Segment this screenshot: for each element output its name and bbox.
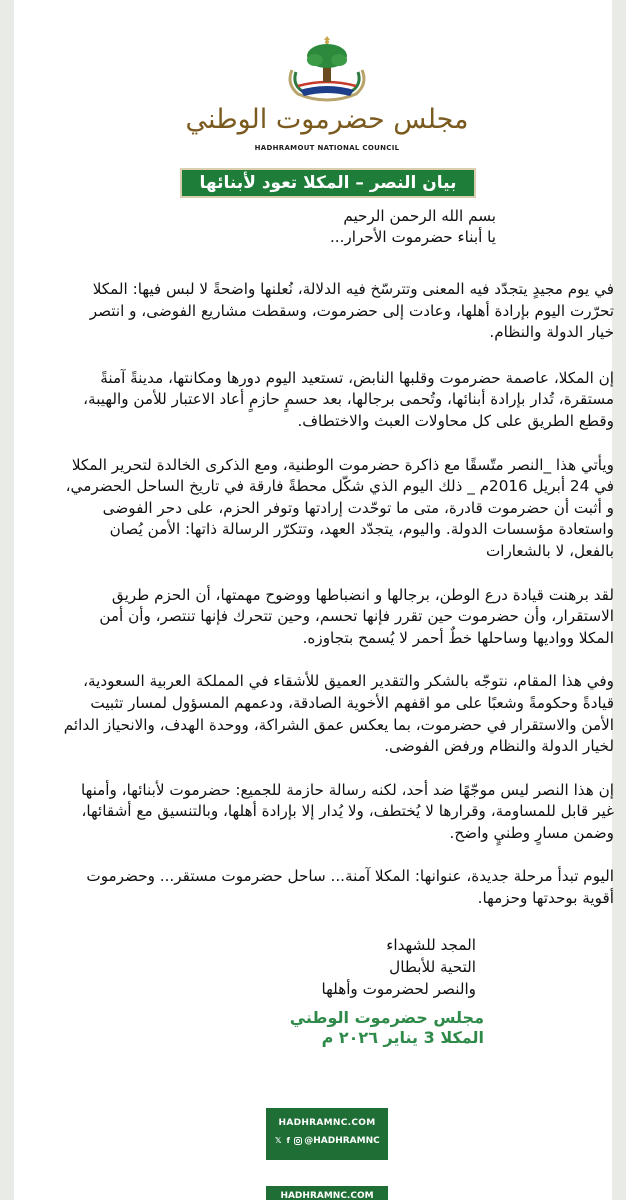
paragraph-6: إن هذا النصر ليس موجّهًا ضد أحد، لكنه رسالة حازمة للجميع: حضرموت لأبنائها، وأمنها غير قابل للمساومة، وقرارها لا يُختطف، ولا يُدار إلا بإرادة أهلها، وبالتنسيق مع أشقائها، وضمن مسارٍ وطنيٍ واضح.	[80, 780, 614, 842]
closing-line-martyrs: المجد للشهداء	[386, 935, 476, 954]
paragraph-4: لقد برهنت قيادة درع الوطن، برجالها و انضباطها ووضوح مهمتها، أن الحزم طريق الاستقرار، وأن حضرموت حين تقرر فإنها تحسم، وحين تتحرك فإنها تنتصر، وأن أمن المكلا وواديها وساحلها خطٌ أحمر لا يُسمح بتجاوزه.	[99, 585, 614, 647]
paragraph-5: وفي هذا المقام، نتوجّه بالشكر والتقدير العميق للأشقاء في المملكة العربية السعودية، قيادةً وحكومةً وشعبًا على مو اقفهم الأخوية الصادقة، ودعمهم المسؤول لمسار تثبيت الأمن والاستقرار في حضرموت، بما يعكس عمق الشراكة، ووحدة الهدف، والانحياز الدائم لخيار الدولة والنظام ورفض الفوضى.	[63, 672, 614, 756]
instagram-icon[interactable]	[294, 1137, 302, 1145]
statement-body	[60, 206, 614, 1048]
signature-name: مجلس حضرموت الوطني	[289, 1007, 484, 1027]
footer-social-row	[266, 1136, 388, 1146]
footer-website-repeat[interactable]: HADHRAMNC.COM	[266, 1186, 388, 1200]
signature-place-date: المكلا 3 يناير ٢٠٢٦ م	[321, 1027, 484, 1047]
paragraph-3: ويأتي هذا _النصر متّسقًا مع ذاكرة حضرموت الوطنية، ومع الذكرى الخالدة لتحرير المكلا في 24 أبريل 2016م _ ذلك اليوم الذي شكّل محطةً فارقة في تاريخ الساحل الحضرمي، و أثبت أن حضرموت قادرة، متى ما توحّدت إرادتها وتوفر الحزم، على دحر الفوضى واستعادة مؤسسات الدولة. واليوم، يتجدّد العهد، وتتكرّر الرسالة ذاتها: الأمن يُصان بالفعل، لا بالشعارات	[65, 455, 614, 560]
closing-line-victory: والنصر لحضرموت وأهلها	[321, 979, 476, 998]
council-name-english: HADHRAMOUT NATIONAL COUNCIL	[254, 144, 400, 152]
paragraph-7: اليوم تبدأ مرحلة جديدة، عنوانها: المكلا آمنة... ساحل حضرموت مستقر... وحضرموت أقوية بوحدتها وحزمها.	[86, 867, 614, 908]
basmala: بسم الله الرحمن الرحيم	[343, 207, 496, 225]
greeting	[60, 206, 496, 248]
signature-block	[60, 1008, 614, 1048]
statement-title: بيان النصر – المكلا تعود لأبنائها	[180, 168, 476, 198]
address-line: يا أبناء حضرموت الأحرار...	[329, 228, 496, 246]
council-name-arabic: مجلس حضرموت الوطني	[185, 104, 469, 135]
council-emblem-icon	[284, 36, 370, 102]
closing-line-heroes: التحية للأبطال	[389, 957, 476, 976]
footer-website[interactable]: HADHRAMNC.COM	[278, 1118, 376, 1128]
paragraph-1: في يوم مجيدٍ يتجدّد فيه المعنى وتترسّخ فيه الدلالة، نُعلنها واضحةً لا لبس فيها: المكلا تحرّرت اليوم بإرادة أهلها، وعادت إلى حضرموت، وسقطت مشاريع الفوضى، و انتصر خيار الدولة والنظام.	[89, 280, 614, 342]
footer-handle[interactable]: @HADHRAMNC	[304, 1136, 380, 1146]
facebook-icon[interactable]: f	[286, 1136, 290, 1145]
x-icon[interactable]: 𝕏	[275, 1136, 282, 1145]
closing-lines	[60, 934, 614, 1000]
paragraph-2: إن المكلا، عاصمة حضرموت وقلبها النابض، تستعيد اليوم دورها ومكانتها، مدينةً آمنةً مستقرة، تُدار بإرادة أبنائها، وتُحمى برجالها، بعد حسمٍ حازمٍ أعاد الاعتبار للأمن والهيبة، وقطع الطريق على كل محاولات العبث والاختطاف.	[83, 368, 614, 430]
footer-contact-card	[266, 1108, 388, 1160]
